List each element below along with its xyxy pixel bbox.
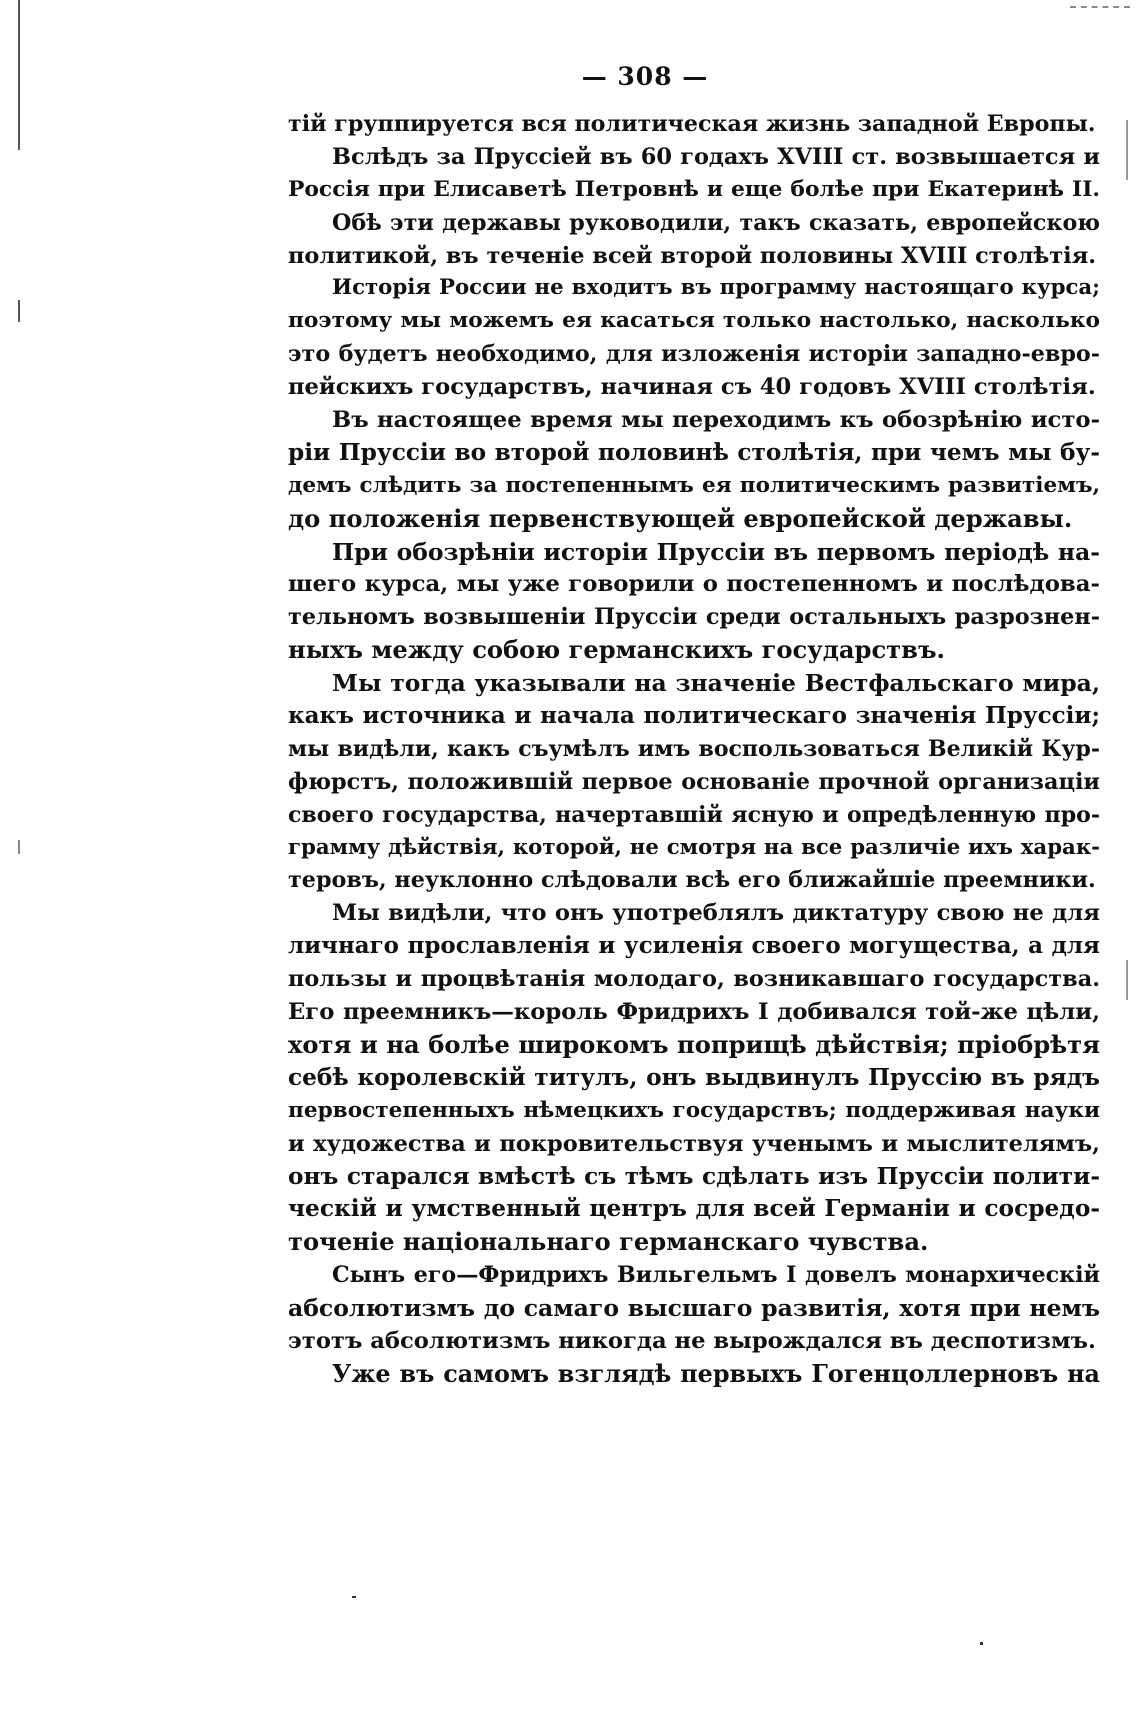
- text-line: При обозрѣніи исторіи Пруссіи въ первомъ періодѣ на-: [332, 537, 1100, 566]
- scan-edge-mark-top: [1070, 6, 1130, 8]
- text-line: и художества и покровительствуя ученымъ и мыслителямъ,: [288, 1130, 1100, 1157]
- text-line: Его преемникъ—король Фридрихъ I добивался той-же цѣли,: [288, 999, 1100, 1026]
- text-line: своего государства, начертавшій ясную и опредѣленную про-: [288, 801, 1100, 828]
- text-line: первостепенныхъ нѣмецкихъ государствъ; поддерживая науки: [288, 1097, 1100, 1123]
- scan-edge-mark-right-lower: [1126, 960, 1128, 1000]
- scan-speck: [980, 1642, 983, 1645]
- text-line: ріи Пруссіи во второй половинѣ столѣтія, при чемъ мы бу-: [288, 438, 1100, 466]
- text-line: точеніе національнаго германскаго чувства.: [288, 1227, 929, 1257]
- page-number: — 308 —: [581, 62, 709, 91]
- text-line: ческій и умственный центръ для всей Германіи и сосредо-: [288, 1195, 1100, 1223]
- text-line: теровъ, неуклонно слѣдовали всѣ его ближайшіе преемники.: [288, 867, 1096, 894]
- text-line: пейскихъ государствъ, начиная съ 40 годовъ XVIII столѣтія.: [288, 374, 1096, 401]
- text-line: тельномъ возвышеніи Пруссіи среди остальныхъ разрознен-: [288, 604, 1100, 631]
- text-line: демъ слѣдить за постепеннымъ ея политическимъ развитіемъ,: [288, 472, 1100, 498]
- text-line: ныхъ между собою германскихъ государствъ.: [288, 635, 945, 665]
- text-line: поэтому мы можемъ ея касаться только настолько, насколько: [288, 308, 1100, 334]
- scan-edge-line-left-mid: [18, 300, 20, 322]
- text-line: Сынъ его—Фридрихъ Вильгельмъ I довелъ монархическій: [332, 1262, 1100, 1289]
- text-line: это будетъ необходимо, для изложенія исторіи западно-евро-: [288, 341, 1100, 368]
- text-line: мы видѣли, какъ съумѣлъ имъ воспользоваться Великій Кур-: [288, 735, 1100, 762]
- text-line: Исторія России не входитъ въ программу настоящаго курса;: [332, 275, 1100, 301]
- text-line: фюрстъ, положившій первое основаніе прочной организаціи: [288, 768, 1100, 795]
- text-line: хотя и на болѣе широкомъ поприщѣ дѣйствія; пріобрѣтя: [288, 1029, 1100, 1059]
- text-line: Мы тогда указывали на значеніе Вестфальскаго мира,: [332, 669, 1100, 698]
- body-text: [288, 108, 1100, 1391]
- scan-edge-mark-right-upper: [1126, 120, 1128, 180]
- text-line: тій группируется вся политическая жизнь западной Европы.: [288, 111, 1096, 137]
- text-line: этотъ абсолютизмъ никогда не вырождался въ деспотизмъ.: [288, 1327, 1096, 1354]
- text-line: Въ настоящее время мы переходимъ къ обозрѣнію исто-: [332, 407, 1100, 434]
- text-line: Мы видѣли, что онъ употреблялъ диктатуру свою не для: [332, 900, 1100, 927]
- text-line: Вслѣдъ за Пруссіей въ 60 годахъ XVIII ст. возвышается и: [332, 143, 1100, 170]
- text-line: онъ старался вмѣстѣ съ тѣмъ сдѣлать изъ Пруссіи полити-: [288, 1162, 1100, 1190]
- text-line: какъ источника и начала политическаго значенія Пруссіи;: [288, 702, 1100, 730]
- text-line: до положенія первенствующей европейской державы.: [288, 503, 1073, 533]
- text-line: политикой, въ теченіе всей второй половины XVIII столѣтія.: [288, 242, 1097, 269]
- scan-speck: [352, 1596, 356, 1598]
- text-line: пользы и процвѣтанія молодаго, возникавшаго государства.: [288, 966, 1100, 993]
- text-line: грамму дѣйствія, которой, не смотря на все различіе ихъ харак-: [288, 834, 1100, 860]
- text-line: Россія при Елисаветѣ Петровнѣ и еще болѣе при Екатеринѣ II.: [288, 176, 1100, 202]
- text-line: Обѣ эти державы руководили, такъ сказать, европейскою: [332, 209, 1100, 236]
- text-line: шего курса, мы уже говорили о постепенномъ и послѣдова-: [288, 571, 1100, 598]
- text-line: Уже въ самомъ взглядѣ первыхъ Гогенцоллерновъ на: [332, 1359, 1100, 1388]
- text-line: себѣ королевскій титулъ, онъ выдвинулъ Пруссію въ рядъ: [288, 1063, 1100, 1091]
- text-line: абсолютизмъ до самаго высшаго развитія, хотя при немъ: [288, 1294, 1100, 1323]
- scan-edge-line-left-lower: [18, 840, 20, 854]
- text-line: личнаго прославленія и усиленія своего могущества, а для: [288, 932, 1100, 960]
